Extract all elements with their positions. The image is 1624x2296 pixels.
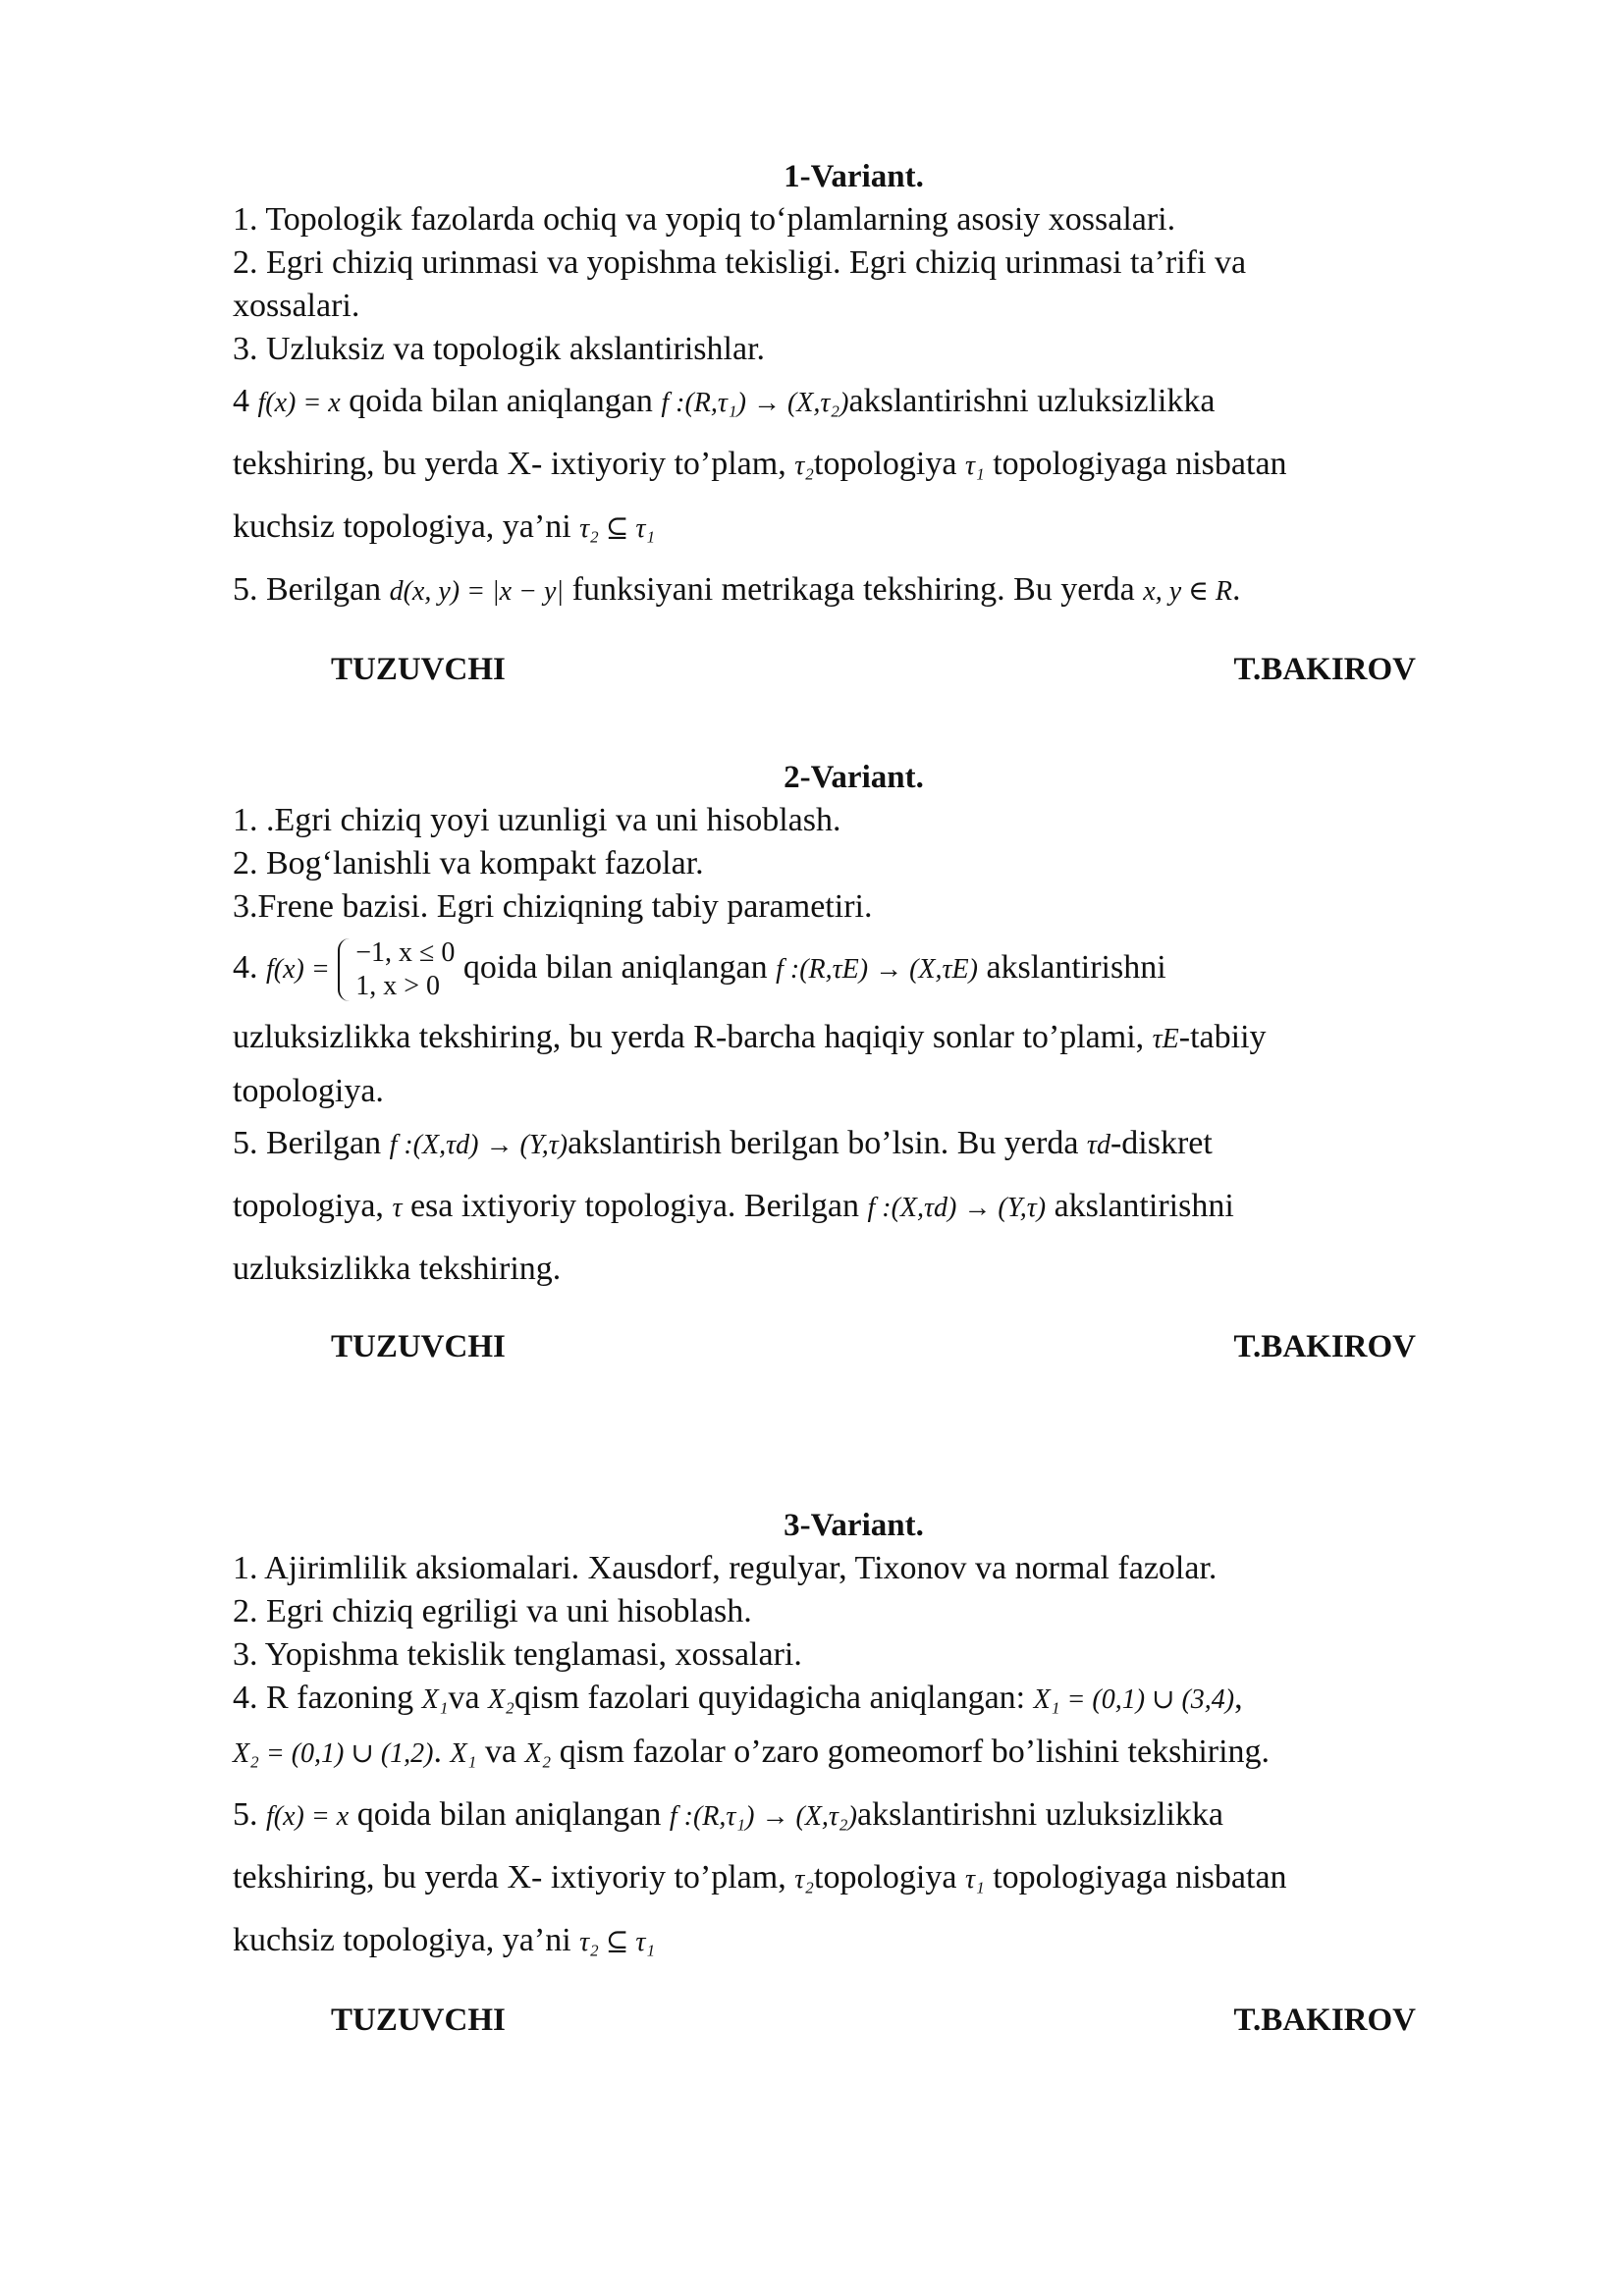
brace xyxy=(338,938,353,1001)
question-4-line-2 xyxy=(233,434,1475,497)
formula: f(x) = x xyxy=(266,1801,350,1832)
mapping-formula: f :(X,τd) → (Y,τ) xyxy=(867,1193,1047,1223)
question-3: 3. Yopishma tekislik tenglamasi, xossalari. xyxy=(233,1636,802,1673)
mapping-formula: f :(X,τd) → (Y,τ) xyxy=(389,1130,568,1160)
text: qoida bilan aniqlangan xyxy=(349,383,653,419)
question-5-line-2 xyxy=(233,1847,1475,1910)
question-number: 5. xyxy=(233,1796,258,1833)
signature-right: T.BAKIROV xyxy=(1233,2002,1416,2038)
tau-symbol: τd xyxy=(1086,1130,1110,1160)
mapping-formula: f :(R,τ₁) → (X,τ₂) xyxy=(661,388,849,418)
case-1: −1, x ≤ 0 xyxy=(355,937,456,969)
set-definition: X₂ = (0,1) ∪ (1,2) xyxy=(233,1738,434,1769)
text: tekshiring, bu yerda X- ixtiyoriy to’plam, xyxy=(233,446,786,482)
tau-symbol: τ₂ xyxy=(794,451,814,481)
question-2-line-2: xossalari. xyxy=(233,288,360,324)
question-3: 3. Uzluksiz va topologik akslantirishlar. xyxy=(233,331,766,367)
question-5-line-3 xyxy=(233,1910,1475,1973)
signature-left: TUZUVCHI xyxy=(331,652,506,687)
case-2: 1, x > 0 xyxy=(355,971,441,1002)
tau-symbol: τE xyxy=(1152,1024,1179,1054)
text: topologiya, xyxy=(233,1188,384,1224)
text: qoida bilan aniqlangan xyxy=(356,1796,662,1833)
text: topologiyaga nisbatan xyxy=(993,1859,1287,1896)
variant-1 xyxy=(233,155,1475,691)
question-4-line-3 xyxy=(233,497,1475,560)
inclusion-formula: τ₂ ⊆ τ₁ xyxy=(579,1927,656,1957)
set-symbol: X₂ xyxy=(488,1684,514,1715)
question-number: 4 xyxy=(233,383,249,419)
question-4-line-1 xyxy=(233,371,1475,434)
tau-symbol: τ₁ xyxy=(964,1864,985,1895)
text: 4. R fazoning xyxy=(233,1680,414,1716)
question-1: 1. Ajirimlilik aksiomalari. Xausdorf, regulyar, Tixonov va normal fazolar. xyxy=(233,1550,1218,1586)
variant-title: 2-Variant. xyxy=(784,760,924,795)
text: topologiya xyxy=(814,1859,957,1896)
set-symbol: X₁ xyxy=(450,1738,477,1769)
question-4-line-1 xyxy=(233,1677,1475,1722)
text: va xyxy=(484,1734,516,1770)
text: 5. Berilgan xyxy=(233,1125,382,1161)
signature-right: T.BAKIROV xyxy=(1233,1329,1416,1364)
question-5-line-3: uzluksizlikka tekshiring. xyxy=(233,1251,562,1287)
text: akslantirishni xyxy=(1054,1188,1234,1224)
text: akslantirishni uzluksizlikka xyxy=(848,383,1216,419)
variant-title: 3-Variant. xyxy=(784,1508,924,1543)
text: akslantirish berilgan bo’lsin. Bu yerda xyxy=(568,1125,1079,1161)
text: uzluksizlikka tekshiring, bu yerda R-barcha haqiqiy sonlar to’plami, xyxy=(233,1019,1145,1055)
question-5 xyxy=(233,560,1475,622)
tau-symbol: τ₁ xyxy=(964,451,985,481)
variant-3 xyxy=(233,1504,1475,2042)
variant-title: 1-Variant. xyxy=(784,159,924,194)
text: kuchsiz topologiya, ya’ni xyxy=(233,1922,571,1958)
question-1: 1. .Egri chiziq yoyi uzunligi va uni hisoblash. xyxy=(233,802,841,838)
text: , xyxy=(1234,1680,1243,1716)
question-5-line-1 xyxy=(233,1113,1475,1176)
text: qism fazolari quyidagicha aniqlangan: xyxy=(514,1680,1026,1716)
text: akslantirishni uzluksizlikka xyxy=(857,1796,1223,1833)
text: -tabiiy xyxy=(1178,1019,1267,1055)
question-4-line-1 xyxy=(233,929,1475,1007)
question-2: 2. Egri chiziq egriligi va uni hisoblash. xyxy=(233,1593,752,1629)
tau-symbol: τ₂ xyxy=(794,1864,814,1895)
question-4-line-3: topologiya. xyxy=(233,1073,384,1109)
text: esa ixtiyoriy topologiya. Berilgan xyxy=(409,1188,859,1224)
question-4-line-2 xyxy=(233,1007,1475,1070)
set-symbol: X₂ xyxy=(524,1738,552,1769)
text: -diskret xyxy=(1110,1125,1213,1161)
text: funksiyani metrikaga tekshiring. Bu yerda xyxy=(571,571,1135,608)
question-2: 2. Bog‘lanishli va kompakt fazolar. xyxy=(233,845,704,881)
set-definition: X₁ = (0,1) ∪ (3,4) xyxy=(1033,1684,1235,1715)
signature-left: TUZUVCHI xyxy=(331,1329,506,1364)
metric-formula: d(x, y) = |x − y| xyxy=(389,576,565,607)
inclusion-formula: τ₂ ⊆ τ₁ xyxy=(579,513,656,544)
tau-symbol: τ xyxy=(392,1193,403,1223)
signature-row xyxy=(233,1999,1475,2042)
text: akslantirishni xyxy=(986,949,1166,986)
signature-left: TUZUVCHI xyxy=(331,2002,506,2038)
text: tekshiring, bu yerda X- ixtiyoriy to’plam, xyxy=(233,1859,786,1896)
text: 5. Berilgan xyxy=(233,571,382,608)
question-2-line-1: 2. Egri chiziq urinmasi va yopishma tekisligi. Egri chiziq urinmasi ta’rifi va xyxy=(233,244,1247,281)
question-5-line-1 xyxy=(233,1785,1475,1847)
question-1: 1. Topologik fazolarda ochiq va yopiq to‘plamlarning asosiy xossalari. xyxy=(233,201,1176,238)
signature-row xyxy=(233,648,1475,691)
text: . xyxy=(433,1734,442,1770)
formula-lhs: f(x) = xyxy=(266,954,330,985)
text: kuchsiz topologiya, ya’ni xyxy=(233,508,571,545)
text: topologiya xyxy=(814,446,957,482)
condition-formula: x, y ∈ R xyxy=(1143,576,1232,607)
question-3: 3.Frene bazisi. Egri chiziqning tabiy parametiri. xyxy=(233,888,873,925)
text: qoida bilan aniqlangan xyxy=(462,949,768,986)
text: qism fazolar o’zaro gomeomorf bo’lishini tekshiring. xyxy=(559,1734,1271,1770)
mapping-formula: f :(R,τ₁) → (X,τ₂) xyxy=(669,1801,857,1832)
text: va xyxy=(448,1680,480,1716)
text: topologiyaga nisbatan xyxy=(993,446,1287,482)
question-5-line-2 xyxy=(233,1176,1475,1239)
set-symbol: X₁ xyxy=(421,1684,449,1715)
question-number: 4. xyxy=(233,949,258,986)
piecewise-formula xyxy=(338,936,455,1003)
text: . xyxy=(1231,571,1241,608)
signature-row xyxy=(233,1325,1475,1368)
mapping-formula: f :(R,τE) → (X,τE) xyxy=(776,954,978,985)
formula: f(x) = x xyxy=(257,388,341,418)
variant-2 xyxy=(233,756,1475,1368)
question-4-line-2 xyxy=(233,1722,1475,1785)
signature-right: T.BAKIROV xyxy=(1233,652,1416,687)
